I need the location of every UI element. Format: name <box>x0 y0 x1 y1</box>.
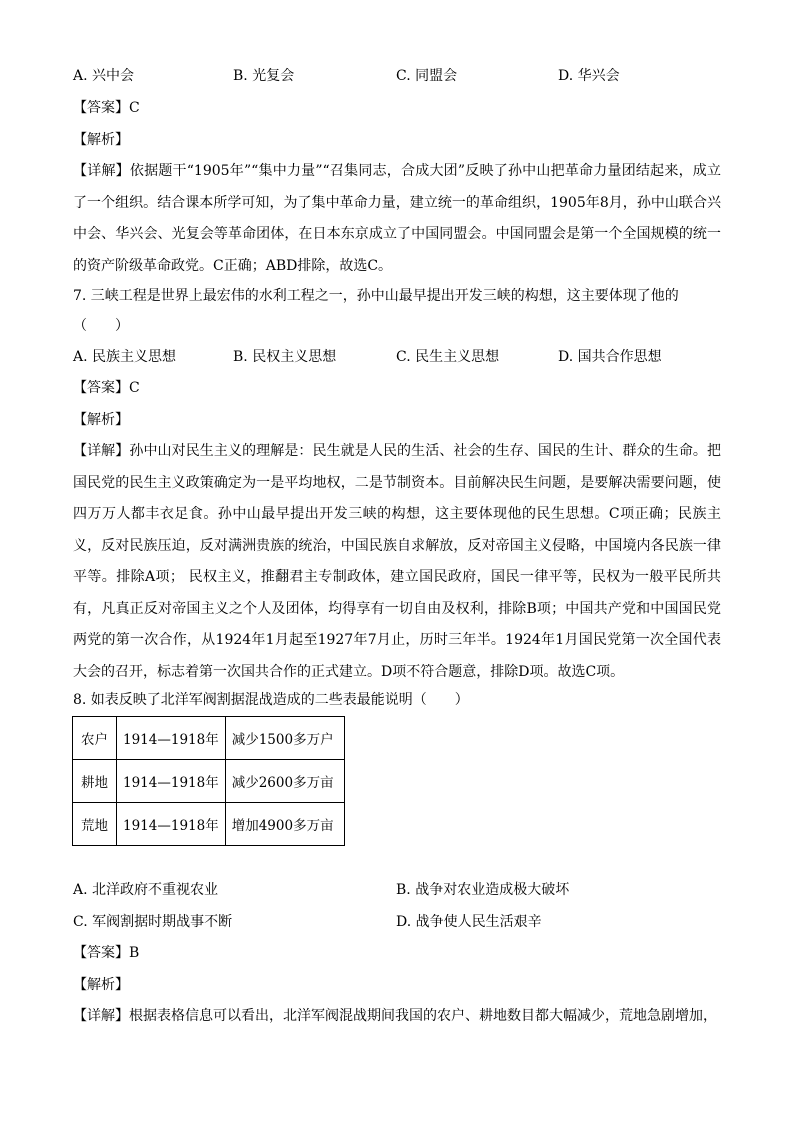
q7-option-c: C. 民生主义思想 <box>396 349 500 365</box>
table-cell: 增加4900多万亩 <box>225 803 344 846</box>
q8-analysis-label: 【解析】 <box>73 977 129 993</box>
table-cell: 减少1500多万户 <box>225 717 344 760</box>
detail-label: 【详解】 <box>73 163 130 179</box>
table-row <box>73 803 345 846</box>
q7-stem: 7. 三峡工程是世界上最宏伟的水利工程之一，孙中山最早提出开发三峡的构想，这主要体现了他的 <box>73 288 679 304</box>
q6-answer <box>73 98 140 118</box>
q8-option-c: C. 军阀割据时期战事不断 <box>73 914 233 930</box>
detail-text: 孙中山对民生主义的理解是：民生就是人民的生活、社会的生存、国民的生计、群众的生命。把国民党的民生主义政策确定为一是平均地权，二是节制资本。目前解决民生问题，是要解决需要问题，使四万万人都丰衣足食。孙中山最早提出开发三峡的构想，这主要体现他的民生思想。C项正确；民族主义，反对民族压迫，反对满洲贵族的统治，中国民族自求解放，反对帝国主义侵略，中国境内各民族一律平等。排除A项； 民权主义，推翻君主专制政体，建立国民政府，国民一律平等，民权为一般平民所共有，凡真正反对帝国主义之个人及团体，均得享有一切自由及权利，排除B项；中国共产党和中国国民党两党的第一次合作，从1924年1月起至1927年7月止，历时三年半。1924年1月国民党第一次全国代表大会的召开，标志着第一次国共合作的正式建立。D项不符合题意，排除D项。故选C项。 <box>73 443 722 680</box>
detail-text: 根据表格信息可以看出，北洋军阀混战期间我国的农户、耕地数目都大幅减少，荒地急剧增加， <box>129 1008 717 1024</box>
answer-label: 【答案】 <box>73 945 129 961</box>
answer-value: B <box>129 945 140 961</box>
q6-analysis-label: 【解析】 <box>73 132 129 148</box>
q8-answer <box>73 943 139 963</box>
q7-detail <box>73 436 721 688</box>
q7-blank: （ ） <box>73 318 129 334</box>
detail-text: 依据题干“1905年”“集中力量”“召集同志，合成大团”反映了孙中山把革命力量团结起来，成立了一个组织。结合课本所学可知，为了集中革命力量，建立统一的革命组织，1905年8月，孙中山联合兴中会、华兴会、光复会等革命团体，在日本东京成立了中国同盟会。中国同盟会是第一个全国规模的统一的资产阶级革命政党。C正确；ABD排除，故选C。 <box>73 163 722 274</box>
q6-option-c: C. 同盟会 <box>396 68 458 84</box>
detail-label: 【详解】 <box>73 443 130 459</box>
q7-option-d: D. 国共合作思想 <box>558 349 662 365</box>
q7-option-b: B. 民权主义思想 <box>233 349 337 365</box>
q8-option-a: A. 北洋政府不重视农业 <box>73 882 219 898</box>
table-cell: 荒地 <box>73 803 117 846</box>
table-cell: 减少2600多万亩 <box>225 760 344 803</box>
q6-option-a: A. 兴中会 <box>73 68 135 84</box>
answer-value: C <box>129 380 140 396</box>
table-cell: 1914—1918年 <box>117 803 226 846</box>
q6-detail <box>73 156 721 282</box>
table-row <box>73 760 345 803</box>
table-cell: 1914—1918年 <box>117 760 226 803</box>
table-cell: 农户 <box>73 717 117 760</box>
table-cell: 1914—1918年 <box>117 717 226 760</box>
answer-label: 【答案】 <box>73 380 129 396</box>
q7-analysis-label: 【解析】 <box>73 412 129 428</box>
answer-value: C <box>129 100 140 116</box>
q7-option-a: A. 民族主义思想 <box>73 349 177 365</box>
q8-detail <box>73 1001 721 1033</box>
table-row <box>73 717 345 760</box>
detail-label: 【详解】 <box>73 1008 129 1024</box>
q6-option-b: B. 光复会 <box>233 68 295 84</box>
q8-option-d: D. 战争使人民生活艰辛 <box>396 914 542 930</box>
q7-answer <box>73 378 140 398</box>
answer-label: 【答案】 <box>73 100 129 116</box>
data-table <box>72 716 345 846</box>
q6-option-d: D. 华兴会 <box>558 68 620 84</box>
q8-stem: 8. 如表反映了北洋军阀割据混战造成的二些表最能说明（ ） <box>73 692 469 708</box>
q8-option-b: B. 战争对农业造成极大破坏 <box>396 882 570 898</box>
table-cell: 耕地 <box>73 760 117 803</box>
